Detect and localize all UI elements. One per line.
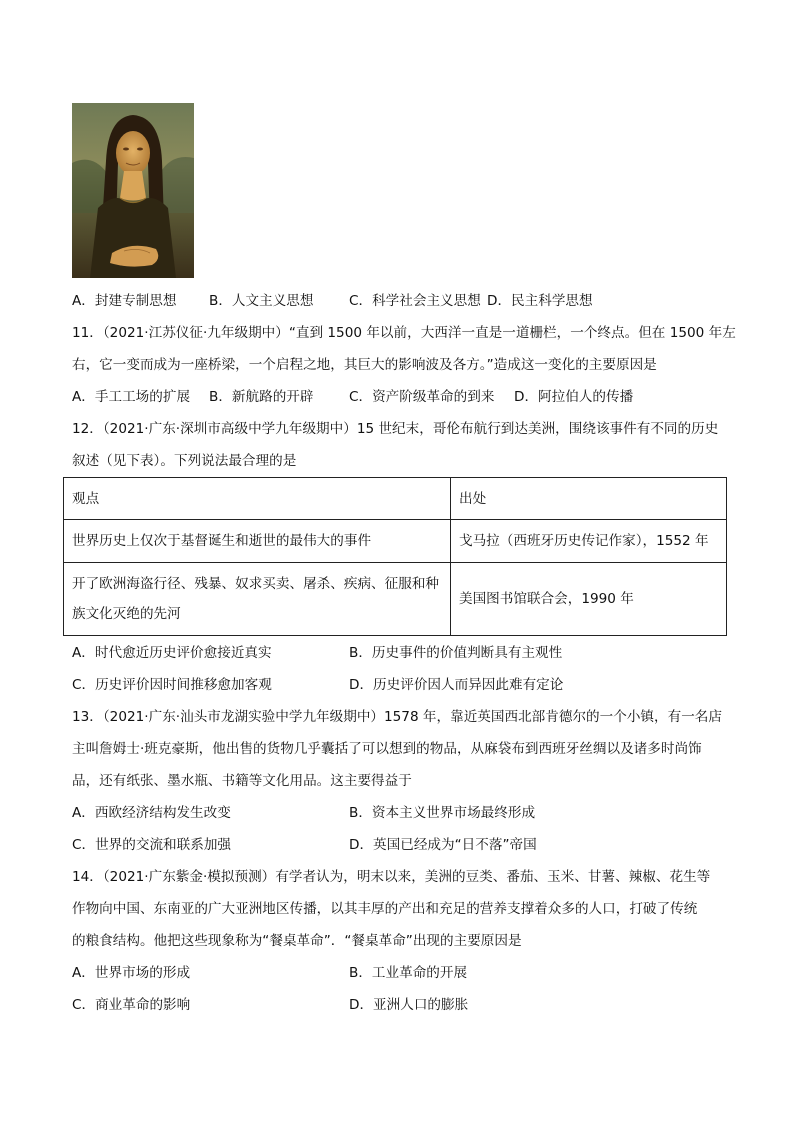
q10-option-a: A．封建专制思想 <box>72 293 177 309</box>
q11-option-d: D．阿拉伯人的传播 <box>514 389 634 405</box>
q12-option-a: A．时代愈近历史评价愈接近真实 <box>72 645 272 661</box>
q14-option-d: D．亚洲人口的膨胀 <box>349 997 469 1013</box>
q12-option-c: C．历史评价因时间推移愈加客观 <box>72 677 272 693</box>
q14-option-b: B．工业革命的开展 <box>349 965 468 981</box>
q11-option-b: B．新航路的开辟 <box>209 389 314 405</box>
q11-option-a: A．手工工场的扩展 <box>72 389 191 405</box>
table-cell-source: 戈马拉（西班牙历史传记作家），1552 年 <box>451 520 727 563</box>
q12-stem-line-1: 12．（2021·广东·深圳市高级中学九年级期中）15 世纪末，哥伦布航行到达美洲，围绕该事件有不同的历史 <box>72 421 719 437</box>
q13-stem-line-3: 品，还有纸张、墨水瓶、书籍等文化用品。这主要得益于 <box>72 773 412 789</box>
table-cell-source: 美国图书馆联合会，1990 年 <box>451 563 727 636</box>
table-cell-view-line-2: 族文化灭绝的先河 <box>72 606 181 622</box>
q11-stem-line-2: 右，它一变而成为一座桥梁，一个启程之地，其巨大的影响波及各方。”造成这一变化的主要原因是 <box>72 357 657 373</box>
q10-option-b: B．人文主义思想 <box>209 293 314 309</box>
q13-option-a: A．西欧经济结构发生改变 <box>72 805 231 821</box>
table-header-row <box>64 478 727 520</box>
q10-option-c: C．科学社会主义思想 <box>349 293 481 309</box>
q11-stem-line-1: 11．（2021·江苏仪征·九年级期中）“直到 1500 年以前，大西洋一直是一道栅栏，一个终点。但在 1500 年左 <box>72 325 736 341</box>
table-header-source: 出处 <box>451 478 727 520</box>
q13-option-b: B．资本主义世界市场最终形成 <box>349 805 536 821</box>
q14-stem-line-2: 作物向中国、东南亚的广大亚洲地区传播，以其丰厚的产出和充足的营养支撑着众多的人口，打破了传统 <box>72 901 698 917</box>
q14-stem-line-1: 14．（2021·广东紫金·模拟预测）有学者认为，明末以来，美洲的豆类、番茄、玉米、甘薯、辣椒、花生等 <box>72 869 711 885</box>
q12-option-b: B．历史事件的价值判断具有主观性 <box>349 645 563 661</box>
q13-option-d: D．英国已经成为“日不落”帝国 <box>349 837 537 853</box>
q12-option-d: D．历史评价因人而异因此难有定论 <box>349 677 564 693</box>
q12-source-table <box>63 477 727 636</box>
q13-option-c: C．世界的交流和联系加强 <box>72 837 232 853</box>
table-row <box>64 563 727 636</box>
q10-option-d: D．民主科学思想 <box>487 293 593 309</box>
q14-stem-line-3: 的粮食结构。他把这些现象称为“餐桌革命”．“餐桌革命”出现的主要原因是 <box>72 933 522 949</box>
q12-stem-line-2: 叙述（见下表）。下列说法最合理的是 <box>72 453 297 469</box>
portrait-painting-image <box>72 103 194 278</box>
table-cell-view: 世界历史上仅次于基督诞生和逝世的最伟大的事件 <box>64 520 451 563</box>
q14-option-a: A．世界市场的形成 <box>72 965 191 981</box>
table-cell-view-line-1: 开了欧洲海盗行径、残暴、奴求买卖、屠杀、疾病、征服和种 <box>72 576 440 592</box>
q14-option-c: C．商业革命的影响 <box>72 997 191 1013</box>
table-header-view: 观点 <box>64 478 451 520</box>
table-cell-view <box>64 563 451 636</box>
q11-option-c: C．资产阶级革命的到来 <box>349 389 495 405</box>
q13-stem-line-1: 13．（2021·广东·汕头市龙湖实验中学九年级期中）1578 年，靠近英国西北部肯德尔的一个小镇，有一名店 <box>72 709 722 725</box>
q13-stem-line-2: 主叫詹姆士·班克豪斯，他出售的货物几乎囊括了可以想到的物品，从麻袋布到西班牙丝绸以及诸多时尚饰 <box>72 741 702 757</box>
table-row <box>64 520 727 563</box>
